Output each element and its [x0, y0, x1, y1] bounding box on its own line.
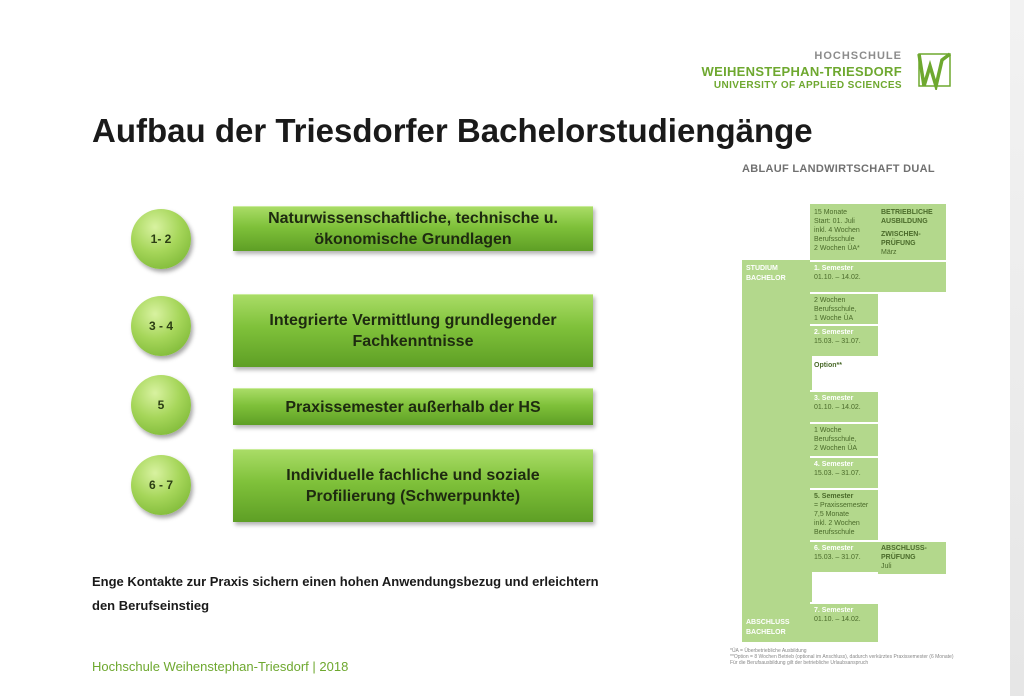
- logo-line-1: HOCHSCHULE: [814, 50, 902, 62]
- step-2-line-1: Integrierte Vermittlung grundlegender: [269, 312, 557, 329]
- cell-ausbildung-duration: 15 Monate Start: 01. Juli inkl. 4 Wochen Berufsschule 2 Wochen ÜA*: [814, 209, 860, 252]
- label-abschluss: ABSCHLUSS: [746, 619, 790, 626]
- right-edge-strip: [1010, 0, 1024, 696]
- step-4-line-1: Individuelle fachliche und soziale: [286, 467, 540, 484]
- logo-line-3: UNIVERSITY OF APPLIED SCIENCES: [713, 80, 902, 91]
- divider-4: [810, 390, 878, 392]
- step-3-line-1: Praxissemester außerhalb der HS: [285, 398, 541, 416]
- label-bachelor: BACHELOR: [746, 275, 786, 282]
- step-box-1: [233, 206, 593, 251]
- semester-circle-2: 3 - 4: [131, 296, 191, 356]
- footnote-1: *ÜA = Überbetriebliche Ausbildung: [730, 648, 807, 654]
- step-box-2: [233, 294, 593, 367]
- divider-8: [810, 540, 946, 542]
- step-1-line-2: ökonomische Grundlagen: [314, 231, 512, 248]
- schedule-header: ABLAUF LANDWIRTSCHAFT DUAL: [742, 163, 935, 175]
- divider-2: [810, 292, 878, 294]
- cell-berufsschule-1: 2 Wochen Berufsschule, 1 Woche ÜA: [814, 297, 857, 322]
- cell-semester-7: 7. Semester 01.10. – 14.02.: [814, 607, 861, 623]
- divider-7: [810, 488, 878, 490]
- cell-betriebliche-ausbildung: BETRIEBLICHE AUSBILDUNG: [881, 209, 933, 225]
- step-4-line-2: Profilierung (Schwerpunkte): [305, 488, 521, 505]
- cell-semester-5: 5. Semester = Praxissemester 7,5 Monate inkl. 2 Wochen Berufsschule: [814, 493, 869, 536]
- schedule-diagram: [728, 160, 964, 670]
- cell-semester-1: 1. Semester 01.10. – 14.02.: [814, 265, 861, 281]
- step-1-line-1: Naturwissenschaftliche, technische u.: [268, 210, 558, 227]
- step-2-line-2: Fachkenntnisse: [352, 333, 474, 350]
- schedule-gap-mid: [812, 572, 878, 602]
- cell-semester-3: 3. Semester 01.10. – 14.02.: [814, 395, 861, 411]
- label-studium: STUDIUM: [746, 265, 778, 272]
- divider-9: [810, 602, 878, 604]
- logo-line-2: WEIHENSTEPHAN-TRIESDORF: [701, 64, 902, 79]
- footer-text: Hochschule Weihenstephan-Triesdorf | 2018: [92, 659, 349, 674]
- divider-5: [810, 422, 878, 424]
- schedule-gap-right: [878, 292, 946, 542]
- cell-option: Option**: [814, 362, 842, 369]
- divider-3: [810, 324, 878, 326]
- schedule-gap-right-bottom: [878, 574, 946, 642]
- university-logo: [701, 50, 962, 96]
- footnote-3: Für die Berufsausbildung gilt der betriebliche Urlaubsanspruch: [730, 660, 869, 666]
- semester-circle-4: 6 - 7: [131, 455, 191, 515]
- logo-mark-icon: [916, 50, 954, 90]
- divider-6: [810, 456, 878, 458]
- semester-circle-1: 1- 2: [131, 209, 191, 269]
- step-box-3: [233, 388, 593, 425]
- cell-semester-6: 6. Semester 15.03. – 31.07.: [814, 545, 861, 561]
- note-line-1: Enge Kontakte zur Praxis sichern einen hohen Anwendungsbezug und erleichtern: [92, 574, 599, 589]
- semester-circle-3: 5: [131, 375, 191, 435]
- cell-abschlusspruefung: ABSCHLUSS- PRÜFUNG Juli: [881, 545, 927, 570]
- label-bachelor-final: BACHELOR: [746, 629, 786, 636]
- cell-semester-2: 2. Semester 15.03. – 31.07.: [814, 329, 861, 345]
- cell-semester-4: 4. Semester 15.03. – 31.07.: [814, 461, 861, 477]
- schedule-left-fill: [742, 572, 810, 602]
- divider-1: [810, 260, 946, 262]
- step-box-4: [233, 449, 593, 522]
- practice-note: [92, 570, 712, 618]
- cell-zwischenpruefung: ZWISCHEN- PRÜFUNG März: [881, 231, 921, 256]
- note-line-2: den Berufseinstieg: [92, 598, 210, 613]
- footnote-2: **Option = 8 Wochen Betrieb (optional im Anschluss), dadurch verkürztes Praxissemester (6 Monate): [730, 654, 954, 660]
- cell-berufsschule-2: 1 Woche Berufsschule, 2 Wochen ÜA: [814, 427, 858, 452]
- page-title: Aufbau der Triesdorfer Bachelorstudiengänge: [92, 112, 813, 149]
